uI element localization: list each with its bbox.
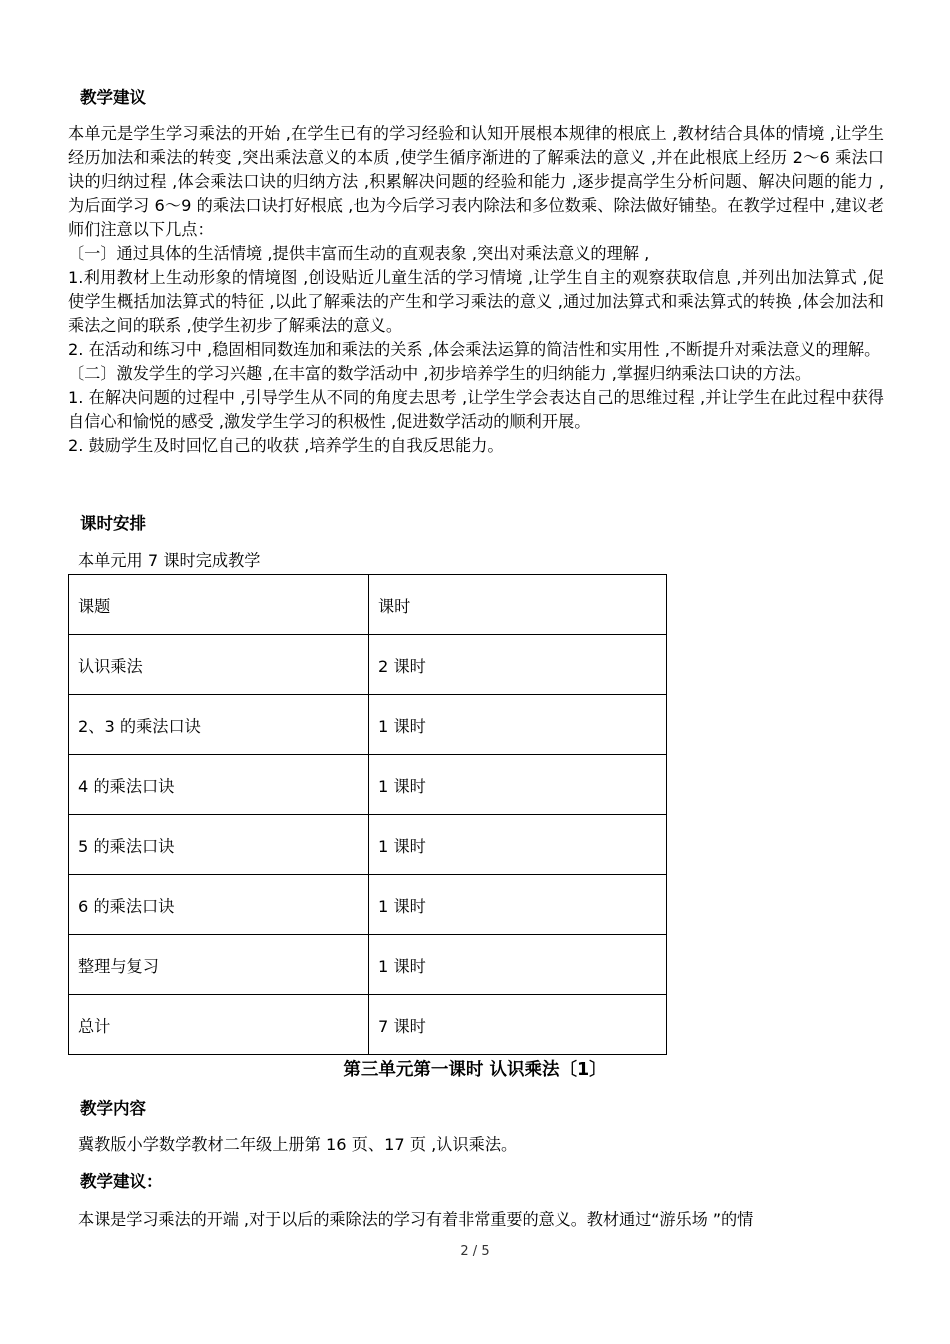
table-row (69, 815, 667, 875)
table-header-row (69, 575, 667, 635)
paragraph: 2. 在活动和练习中 ,稳固相同数连加和乘法的关系 ,体会乘法运算的简洁性和实用性 ,不断提升对乘法意义的理解。 (68, 340, 881, 359)
table-row (69, 635, 667, 695)
table-cell: 6 的乘法口诀 (69, 875, 369, 935)
lesson-title: 第三单元第一课时 认识乘法〔1〕 (343, 1060, 607, 1080)
table-cell: 1 课时 (369, 935, 667, 995)
table-header-cell: 课题 (69, 575, 369, 635)
table-row (69, 935, 667, 995)
table-header-cell: 课时 (369, 575, 667, 635)
table-cell: 1 课时 (369, 755, 667, 815)
table-row (69, 875, 667, 935)
table-row (69, 995, 667, 1055)
table-cell: 2 课时 (369, 635, 667, 695)
teaching-suggestions-heading: 教学建议 (80, 88, 146, 107)
teaching-suggestions-body (68, 122, 884, 458)
teaching-content-heading: 教学内容 (80, 1099, 146, 1118)
lesson-suggestions-text: 本课是学习乘法的开端 ,对于以后的乘除法的学习有着非常重要的意义。教材通过“游乐场 ”的情 (78, 1210, 754, 1229)
table-cell: 2、3 的乘法口诀 (69, 695, 369, 755)
lesson-suggestions-heading: 教学建议： (80, 1172, 163, 1191)
paragraph: 2. 鼓励学生及时回忆自己的收获 ,培养学生的自我反思能力。 (68, 436, 504, 455)
paragraph: 本单元是学生学习乘法的开始 ,在学生已有的学习经验和认知开展根本规律的根底上 ,教材结合具体的情境 ,让学生经历加法和乘法的转变 ,突出乘法意义的本质 ,使学生循序渐进的了解乘法的意义 ,并在此根底上经历 2～6 乘法口诀的归纳过程 ,体会乘法口诀的归纳方法 ,积累解决问题的经验和能力 ,逐步提高学生分析问题、解决问题的能力 ,为后面学习 6～9 的乘法口诀打好根底 ,也为今后学习表内除法和多位数乘、除法做好铺垫。在教学过程中 ,建议老师们注意以下几点： (68, 124, 884, 239)
teaching-content-text: 冀教版小学数学教材二年级上册第 16 页、17 页 ,认识乘法。 (78, 1135, 518, 1154)
table-cell: 7 课时 (369, 995, 667, 1055)
paragraph: 1. 在解决问题的过程中 ,引导学生从不同的角度去思考 ,让学生学会表达自己的思维过程 ,并让学生在此过程中获得自信心和愉悦的感受 ,激发学生学习的积极性 ,促进数学活动的顺利开展。 (68, 388, 884, 431)
page-number: 2 / 5 (460, 1244, 490, 1259)
paragraph: 〔二〕激发学生的学习兴趣 ,在丰富的数学活动中 ,初步培养学生的归纳能力 ,掌握归纳乘法口诀的方法。 (68, 364, 812, 383)
schedule-heading: 课时安排 (80, 514, 146, 533)
paragraph: 〔一〕通过具体的生活情境 ,提供丰富而生动的直观表象 ,突出对乘法意义的理解 , (68, 244, 650, 263)
table-cell: 整理与复习 (69, 935, 369, 995)
table-cell: 1 课时 (369, 875, 667, 935)
table-row (69, 695, 667, 755)
table-row (69, 755, 667, 815)
schedule-table (68, 574, 667, 1055)
schedule-intro: 本单元用 7 课时完成教学 (78, 551, 261, 570)
table-cell: 1 课时 (369, 815, 667, 875)
table-cell: 4 的乘法口诀 (69, 755, 369, 815)
paragraph: 1.利用教材上生动形象的情境图 ,创设贴近儿童生活的学习情境 ,让学生自主的观察获取信息 ,并列出加法算式 ,促使学生概括加法算式的特征 ,以此了解乘法的产生和学习乘法的意义 ,通过加法算式和乘法算式的转换 ,体会加法和乘法之间的联系 ,使学生初步了解乘法的意义。 (68, 268, 884, 335)
table-cell: 总计 (69, 995, 369, 1055)
table-cell: 1 课时 (369, 695, 667, 755)
table-cell: 认识乘法 (69, 635, 369, 695)
table-cell: 5 的乘法口诀 (69, 815, 369, 875)
